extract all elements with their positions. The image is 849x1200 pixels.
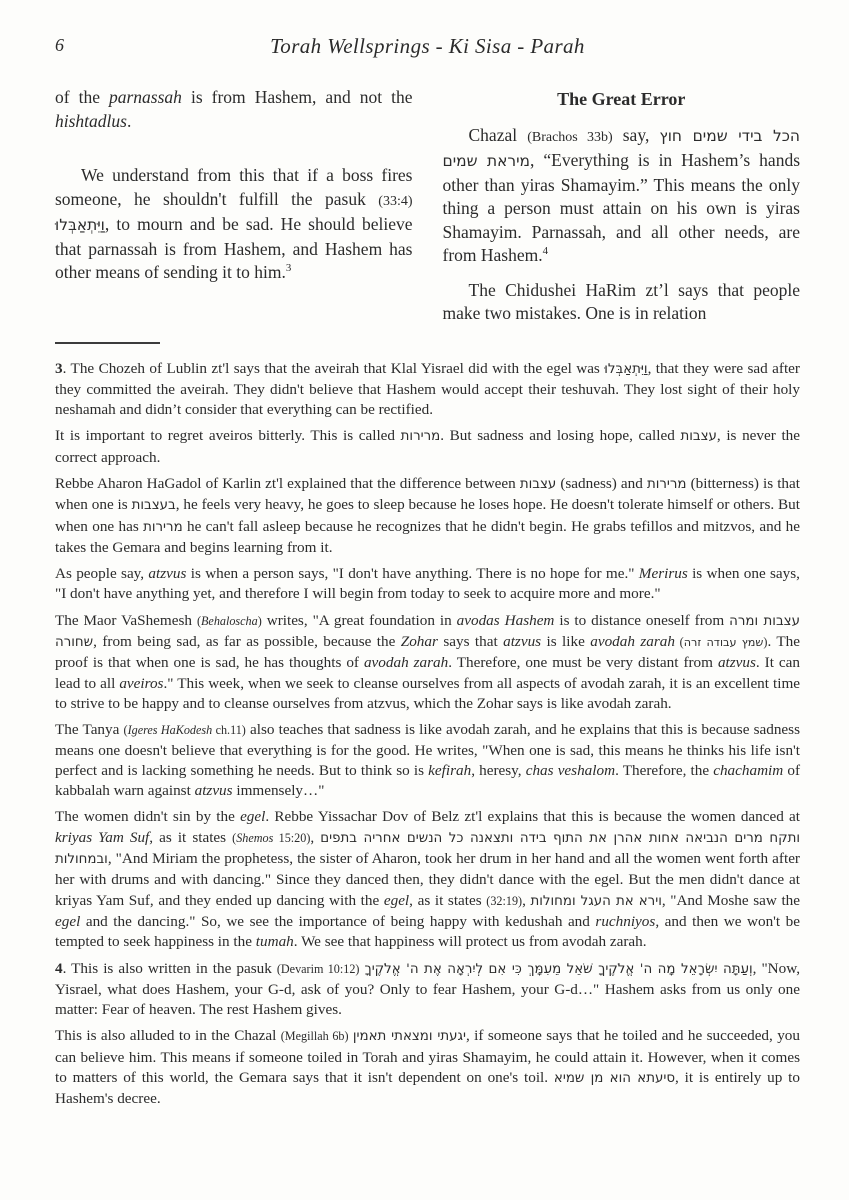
text-segment: egel [383, 891, 410, 909]
text-segment: (33:4) [378, 193, 413, 209]
text-segment: of kabbalah warn against [55, 761, 801, 800]
text-segment: is to distance oneself from [554, 611, 730, 629]
hebrew-text: עצבות [680, 429, 717, 445]
hebrew-text: הכל בידי שמים חוץ מיראת שמים [442, 126, 800, 170]
footnote-3-paragraph-4 [55, 564, 800, 605]
text-segment: say, [612, 124, 660, 145]
text-segment: , [310, 828, 321, 846]
text-segment: , as it states [409, 891, 487, 909]
text-segment: chas veshalom [525, 761, 616, 779]
hebrew-text: סיעתא הוא מן שמיא [553, 1071, 675, 1086]
text-segment: . Therefore, one must be very distant from [448, 654, 718, 672]
text-segment: ." This week, when we seek to cleanse ourselves from all aspects of avodah zarah, it is an excellent time to strive to be happy and to cleanse ourselves from atzvus, which the Zohar says is like avodah zarah. [55, 674, 800, 712]
text-segment: aveiros [119, 674, 164, 692]
text-segment: ruchniyos [595, 912, 656, 930]
text-segment: . [126, 110, 132, 131]
column-right [443, 86, 801, 326]
hebrew-text: עצבות ומרה שחורה [55, 613, 800, 651]
footnote-3-paragraph-2 [55, 426, 800, 468]
text-segment: , "And Miriam the prophetess, the sister of Aharon, took her drum in her hand and all the women went forth after her with drums and with dancing." Since they danced then, they didn't dance with the egel. But the men didn't dance at kriyas Yam Suf, and they ended up dancing with the [55, 850, 800, 909]
text-segment: is when one says, "I don't have anything yet, and therefore I will begin from today to seek to acquire more and more." [55, 565, 800, 603]
text-segment: atzvus [503, 633, 542, 651]
text-segment: chachamim [713, 761, 784, 779]
text-segment: ( [196, 613, 201, 628]
hebrew-text: בעצבות [131, 498, 176, 514]
text-segment: egel [55, 912, 81, 930]
text-segment: Behaloscha [201, 613, 258, 628]
text-segment: The Chidushei HaRim zt’l says that people make two mistakes. One is in relation [442, 279, 800, 323]
footnote-3-paragraph-7 [55, 807, 800, 952]
text-segment: writes, "A great foundation in [261, 611, 457, 629]
text-segment: also teaches that sadness is like avodah zarah, and he explains that this is because sadness means one doesn't believe that everything is for the good. He writes, "When one is sad, this means he thinks his life isn't perfect and is lacking something he needs. But to think so is [55, 721, 800, 779]
column-left [55, 86, 413, 326]
text-segment: is from Hashem, and not the [181, 87, 413, 107]
text-segment: Igeres HaKodesh [127, 723, 213, 738]
text-segment: atzvus [148, 565, 187, 583]
text-segment: ) [763, 635, 768, 650]
text-segment: . We see that happiness will protect us from avodah zarah. [293, 933, 647, 951]
text-segment: (sadness) and [556, 474, 647, 492]
hebrew-text: מרירות [646, 476, 687, 492]
text-segment: of the [55, 87, 109, 107]
text-segment: ( [674, 635, 684, 650]
footnote-divider [55, 342, 160, 344]
text-segment: avodah zarah [590, 633, 675, 651]
text-segment: 3 [55, 359, 63, 377]
text-segment: (Megillah 6b) [280, 1029, 349, 1044]
text-segment: (Devarim 10:12) [276, 961, 360, 976]
text-segment: . But sadness and losing hope, called [440, 427, 681, 445]
text-segment: kriyas Yam Suf [55, 828, 150, 846]
text-segment: , "Now, Yisrael, what does Hashem, your G-d, ask of you? Only to fear Hashem, your G-d…" Hashem asks from us only one matter: Fear of heaven. The rest Hashem gives. [55, 959, 801, 1019]
page-title: Torah Wellsprings - Ki Sisa - Parah [270, 34, 585, 58]
paragraph-parnassah [55, 86, 413, 133]
text-segment: ( [123, 723, 128, 738]
text-segment: ch.11) [212, 723, 246, 738]
text-segment: , is never the correct approach. [55, 427, 800, 466]
text-segment: . This is also written in the pasuk [62, 959, 277, 977]
text-segment: , and then we won't be tempted to seek happiness in the [55, 912, 800, 951]
section-heading: The Great Error [557, 89, 686, 109]
footnote-3-paragraph-3 [55, 474, 800, 558]
text-segment: and the dancing." So, we see the importance of being happy with kedushah and [80, 912, 596, 930]
text-segment: , that they were sad after they committed the aveirah. They didn't believe that Hashem would accept their teshuvah. They lost sight of their holy neshamah and didn’t consider that everything can be rectified. [55, 359, 800, 419]
hebrew-text: וירא את העגל ומחולות [530, 893, 662, 909]
text-segment: 3 [285, 262, 292, 275]
text-segment: Chazal [468, 124, 528, 145]
text-segment: Merirus [638, 565, 688, 583]
text-segment: , it is entirely up to Hashem's decree. [55, 1069, 800, 1108]
text-segment: 4 [55, 959, 63, 977]
text-segment: parnassah [109, 87, 182, 107]
text-segment: , from being sad, as far as possible, because the [93, 633, 401, 651]
footnote-3-paragraph-5 [55, 611, 800, 714]
text-segment: (Brachos 33b) [527, 129, 613, 145]
text-segment: tumah [255, 933, 294, 951]
footnote-3-paragraph-1 [55, 359, 800, 421]
text-segment: atzvus [717, 654, 756, 672]
text-segment: , "And Moshe saw the [661, 891, 801, 909]
hebrew-text: עצבות [519, 476, 557, 492]
text-segment: This is also alluded to in the Chazal [55, 1027, 281, 1045]
hebrew-text: שמץ עבודה זרה [683, 636, 764, 650]
text-segment: It is important to regret aveiros bitterly. This is called [55, 427, 401, 445]
text-segment: As people say, [55, 565, 149, 583]
text-segment: ( [232, 830, 237, 845]
text-segment: . It can lead to all [55, 654, 800, 692]
text-segment: , [522, 891, 531, 909]
text-segment: is when a person says, "I don't have anything. There is no hope for me." [186, 565, 639, 583]
text-segment: he can't fall asleep because he recognizes that he didn't begin. He grabs tefillos and mitzvos, and he takes the Gemara and begins learning from it. [55, 517, 800, 556]
hebrew-text: ותקח מרים הנביאה אחות אהרן את התוף בידה ותצאנה כל הנשים אחריה בתפים ובמחולות [55, 830, 800, 868]
footnotes-section [55, 342, 800, 1110]
hebrew-text: מרירות [143, 519, 183, 535]
text-segment: atzvus [194, 782, 233, 800]
footnote-3-paragraph-6 [55, 720, 800, 801]
text-segment: The Maor VaShemesh [55, 611, 197, 629]
column-right-paragraphs [443, 124, 801, 326]
text-segment: , heresy, [471, 761, 526, 779]
text-segment: Shemos [236, 830, 274, 845]
text-segment: . The proof is that when one is sad, he has thoughts of [55, 633, 800, 672]
text-segment: The Tanya [55, 721, 124, 739]
text-segment: (32:19) [486, 893, 523, 908]
text-segment: ) [257, 613, 262, 628]
text-segment: avodas Hashem [456, 611, 555, 629]
text-segment: kefirah [428, 761, 472, 779]
paragraph-chidushei-harim [443, 279, 801, 326]
paragraph-boss [55, 164, 413, 285]
footnote-paragraphs [55, 359, 800, 1110]
text-segment: 4 [542, 245, 549, 258]
page-header [55, 34, 800, 60]
hebrew-text: יגעתי ומצאתי תאמין [352, 1029, 466, 1045]
text-segment: The women didn't sin by the [55, 808, 241, 826]
text-segment: (bitterness) is that when one is [55, 474, 800, 514]
text-segment: , if someone says that he toiled and he succeeded, you can believe him. This means if someone toiled in Torah and yiras Shamayim, he could attain it. However, when it comes to matters of this world, the Gemara says that it isn't dependent on one's toil. [55, 1027, 800, 1086]
text-segment: is like [541, 633, 591, 651]
text-segment: , as it states [149, 828, 233, 846]
text-segment: . Therefore, the [615, 761, 714, 779]
text-segment: immensely…" [232, 782, 325, 800]
hebrew-text: מרירות [400, 429, 441, 445]
paragraph-chazal [443, 124, 801, 268]
text-segment: . The Chozeh of Lublin zt'l says that the aveirah that Klal Yisrael did with the egel was [62, 359, 605, 377]
text-segment: We understand from this that if a boss fires someone, he shouldn't fulfill the pasuk [55, 165, 413, 209]
text-segment: hishtadlus [55, 110, 127, 131]
text-segment: , to mourn and be sad. He should believe that parnassah is from Hashem, and Hashem has other means of sending it to him. [55, 214, 413, 282]
footnote-4-paragraph-2 [55, 1026, 800, 1109]
text-segment: avodah zarah [363, 654, 449, 672]
hebrew-text: וְעַתָּה יִשְׂרָאֵל מָה ה' אֱלֹקֶיךָ שֹׁאֵל מֵעִמָּךְ כִּי אִם לְיִרְאָה אֶת ה' אֱלֹקֶיךָ [364, 961, 753, 977]
text-segment: says that [437, 633, 504, 651]
footnote-4-paragraph-1 [55, 959, 800, 1021]
text-segment: 15:20) [273, 830, 311, 845]
hebrew-text: וַיִּתְאַבְּלוּ [604, 361, 648, 377]
text-segment: . Rebbe Yissachar Dov of Belz zt'l explains that this is because the women danced at [265, 808, 800, 826]
text-segment: , “Everything is in Hashem’s hands other than yiras Shamayim.” This means the only thing a person must attain on his own is yiras Shamayim. Parnassah, and all other needs, are from Hashem. [442, 150, 801, 265]
hebrew-text: וַיִּתְאַבְּלוּ [55, 216, 105, 234]
page-number: 6 [55, 35, 64, 55]
text-segment: egel [240, 808, 266, 826]
body-columns [55, 86, 800, 326]
text-segment: Rebbe Aharon HaGadol of Karlin zt'l explained that the difference between [55, 474, 520, 492]
text-segment: Zohar [400, 633, 438, 651]
text-segment: , he feels very heavy, he goes to sleep because he loses hope. He doesn't tolerate himself or others. But when one has [55, 496, 800, 535]
